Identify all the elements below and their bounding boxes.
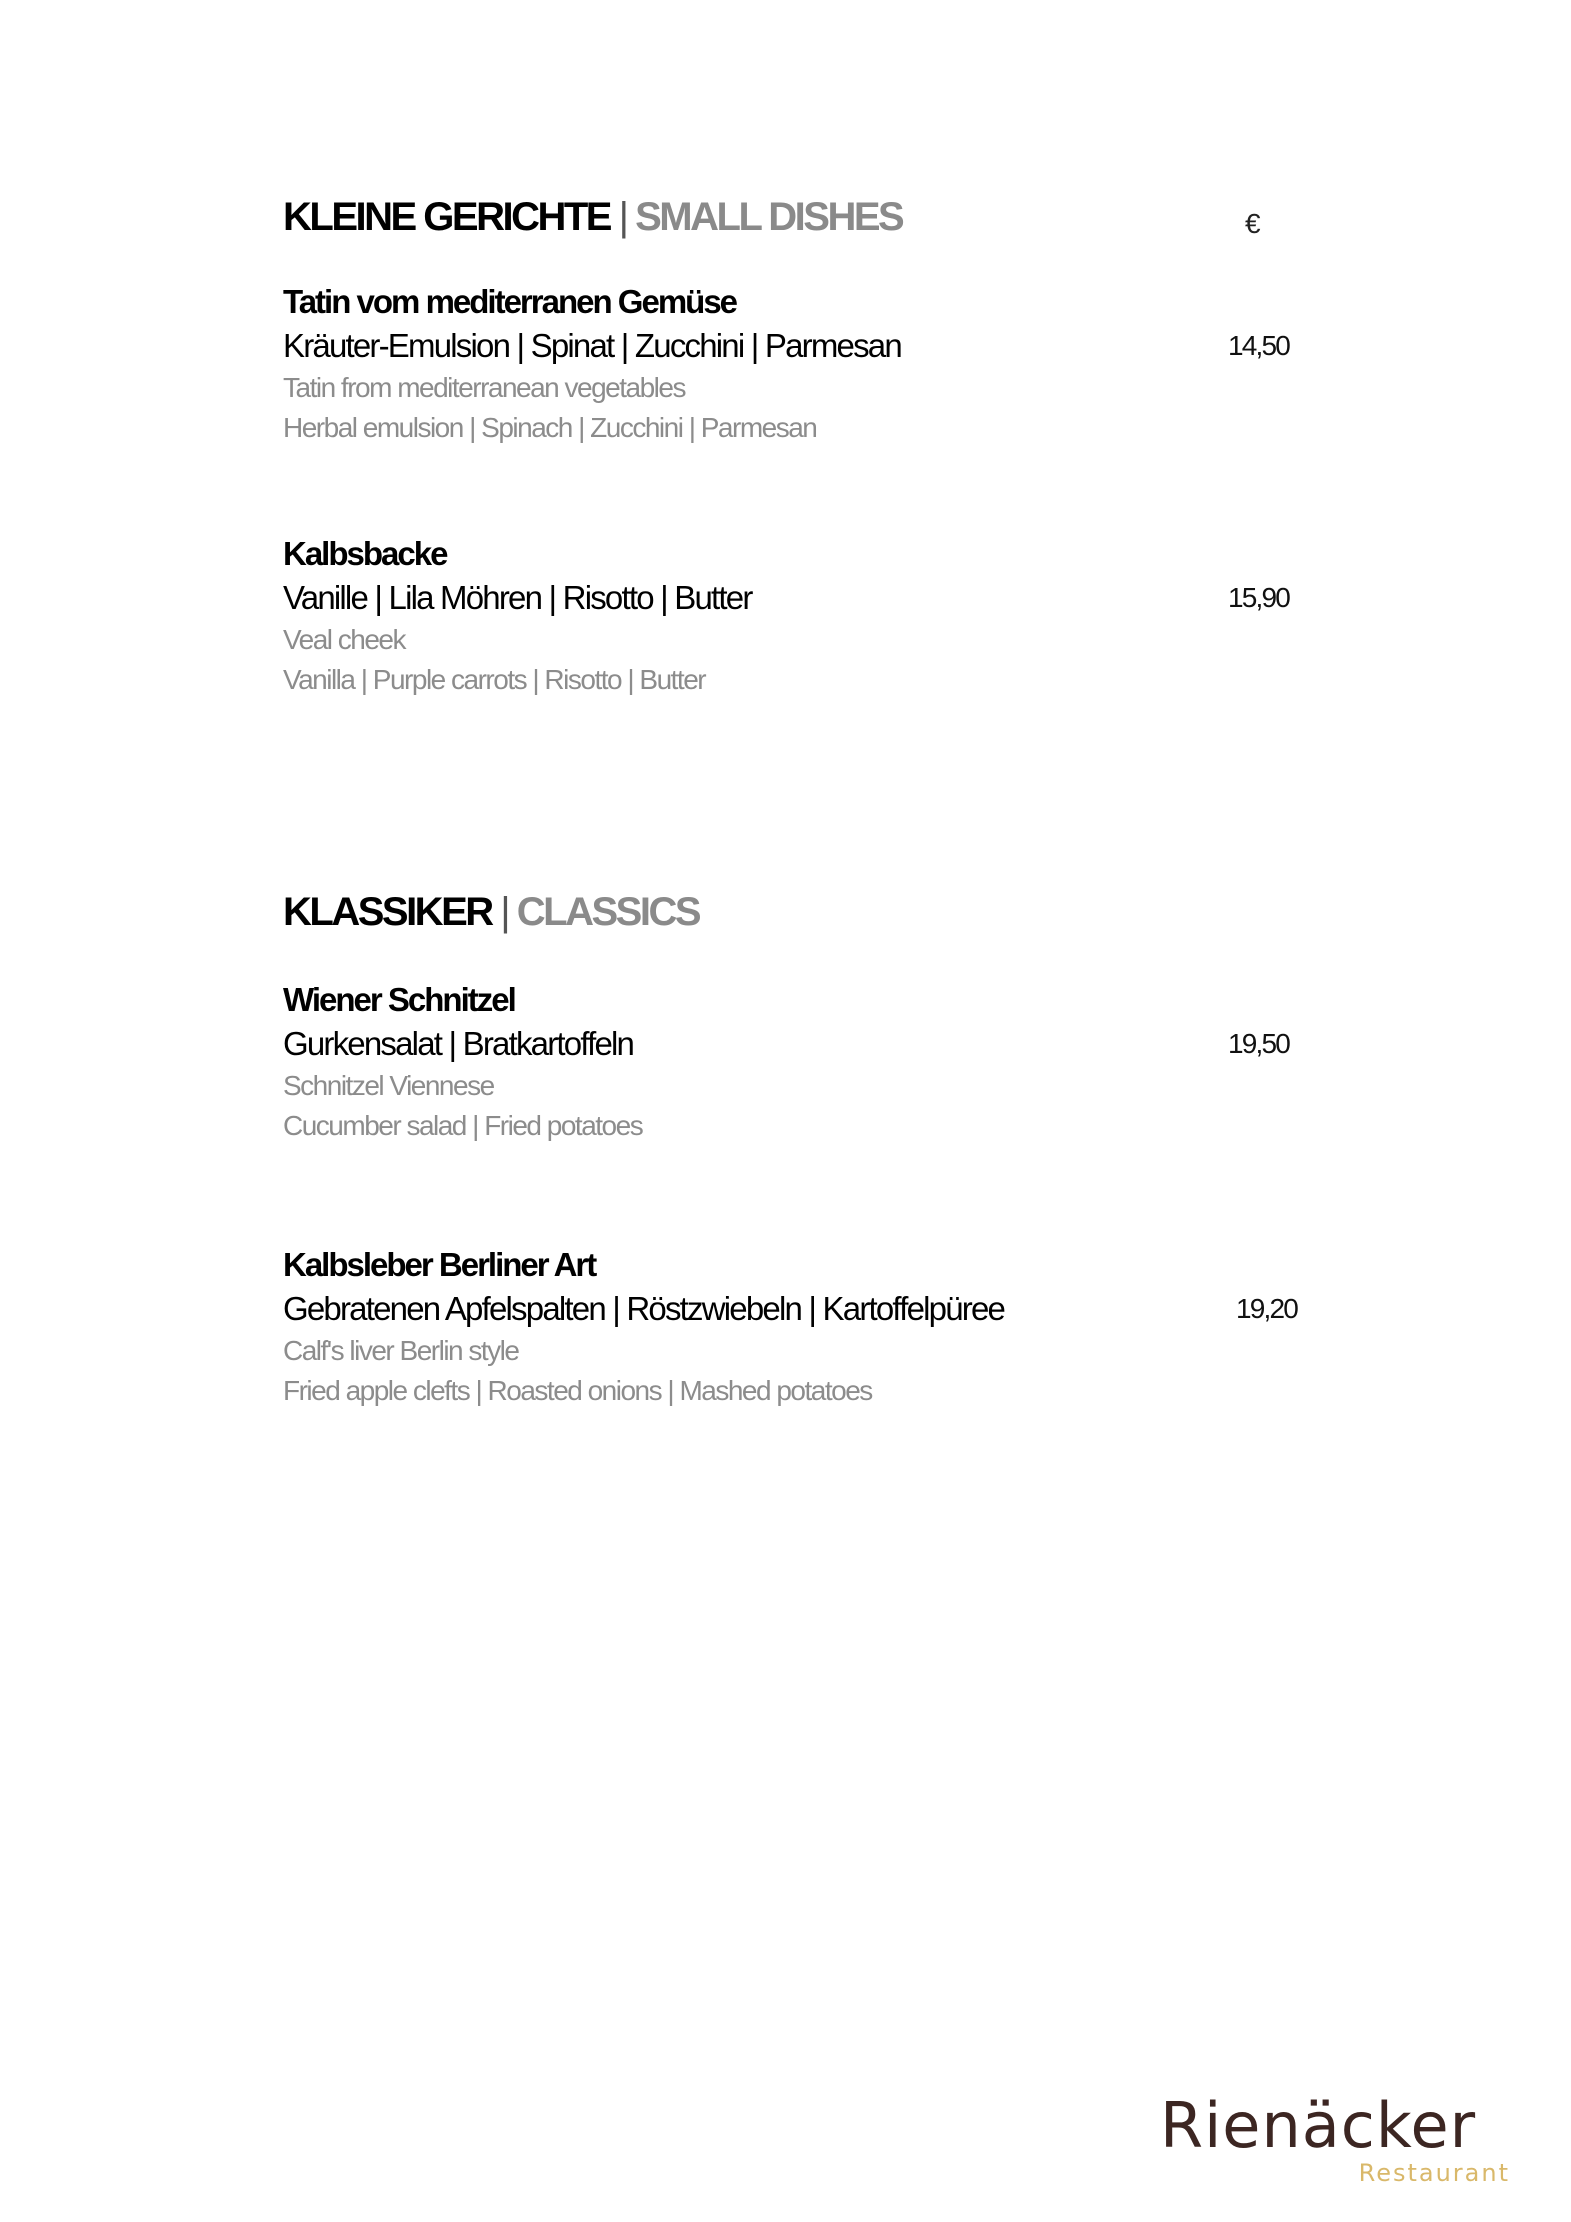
dish-description-de: Gebratenen Apfelspalten | Röstzwiebeln | Kartoffelpüree: [283, 1290, 1005, 1327]
currency-symbol: €: [1245, 208, 1261, 239]
logo-subtitle: Restaurant: [1358, 2159, 1510, 2187]
dish-description-de: Kräuter-Emulsion | Spinat | Zucchini | Parmesan: [283, 327, 901, 364]
section-heading-classics: [283, 892, 699, 932]
section-heading-small-dishes: [283, 197, 902, 237]
dish-item: [283, 1243, 1313, 1411]
dish-description-de: Gurkensalat | Bratkartoffeln: [283, 1025, 634, 1062]
dish-item: [283, 280, 1313, 448]
dish-name-de: Wiener Schnitzel: [283, 981, 515, 1018]
dish-name-en: Tatin from mediterranean vegetables: [283, 372, 685, 403]
section-separator: |: [618, 195, 627, 239]
dish-price: 15,90: [1228, 582, 1290, 613]
dish-description-en: Vanilla | Purple carrots | Risotto | Butter: [283, 664, 706, 695]
dish-price: 19,20: [1236, 1293, 1298, 1324]
section-title-en: SMALL DISHES: [635, 195, 903, 239]
dish-name-de: Tatin vom mediterranen Gemüse: [283, 283, 737, 320]
dish-description-en: Herbal emulsion | Spinach | Zucchini | Parmesan: [283, 412, 817, 443]
section-separator: |: [500, 890, 509, 934]
restaurant-logo: [1160, 2089, 1540, 2195]
dish-item: [283, 532, 1313, 700]
dish-description-en: Fried apple clefts | Roasted onions | Mashed potatoes: [283, 1375, 872, 1406]
dish-name-en: Calf's liver Berlin style: [283, 1335, 519, 1366]
section-title-de: KLASSIKER: [283, 890, 492, 934]
dish-name-en: Veal cheek: [283, 624, 405, 655]
logo-name: Rienäcker: [1160, 2089, 1477, 2162]
dish-name-de: Kalbsbacke: [283, 535, 447, 572]
dish-description-en: Cucumber salad | Fried potatoes: [283, 1110, 643, 1141]
section-title-en: CLASSICS: [516, 890, 700, 934]
dish-price: 19,50: [1228, 1028, 1290, 1059]
section-title-de: KLEINE GERICHTE: [283, 195, 610, 239]
dish-price: 14,50: [1228, 330, 1290, 361]
dish-description-de: Vanille | Lila Möhren | Risotto | Butter: [283, 579, 752, 616]
dish-name-de: Kalbsleber Berliner Art: [283, 1246, 596, 1283]
dish-item: [283, 978, 1313, 1146]
dish-name-en: Schnitzel Viennese: [283, 1070, 494, 1101]
